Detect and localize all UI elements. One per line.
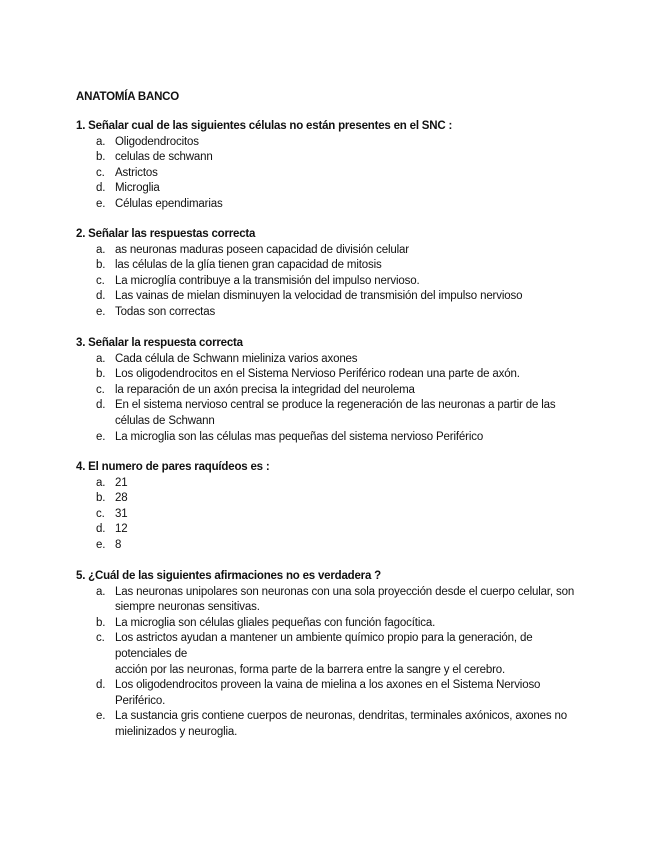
option-text: La microglía contribuye a la transmisión del impulso nervioso. (115, 274, 420, 287)
option-text: Oligodendrocitos (115, 135, 199, 148)
option-letter: a. (96, 476, 106, 489)
option-letter: d. (96, 679, 106, 692)
option-letter: c. (96, 274, 105, 287)
option-text: La microglia son las células mas pequeñas del sistema nervioso Periférico (115, 430, 484, 443)
option-letter: a. (96, 243, 106, 256)
option-list (76, 352, 586, 446)
option-item (76, 507, 586, 523)
option-list (76, 476, 586, 554)
option-letter: d. (96, 399, 106, 412)
option-list (76, 243, 586, 321)
question-title: 5. ¿Cuál de las siguientes afirmaciones no es verdadera ? (76, 570, 381, 582)
option-text: Astrictos (115, 166, 158, 179)
option-text: Células ependimarias (115, 197, 223, 210)
option-letter: b. (96, 151, 106, 164)
option-text: Todas son correctas (115, 305, 216, 318)
question-title: 1. Señalar cual de las siguientes células no están presentes en el SNC : (76, 120, 453, 132)
option-item (76, 430, 586, 446)
option-letter: b. (96, 368, 106, 381)
option-item (76, 135, 586, 151)
option-text: 12 (115, 523, 128, 536)
option-text: 21 (115, 476, 128, 489)
option-item (76, 166, 586, 182)
option-text: Microglia (115, 182, 160, 195)
option-letter: a. (96, 135, 106, 148)
option-letter: d. (96, 182, 106, 195)
option-text: 28 (115, 492, 128, 505)
option-letter: e. (96, 197, 106, 210)
option-letter: c. (96, 383, 105, 396)
option-text: celulas de schwann (115, 151, 213, 164)
option-letter: c. (96, 166, 105, 179)
option-list (76, 585, 586, 741)
option-item (76, 197, 586, 213)
option-item (76, 678, 586, 709)
option-letter: e. (96, 305, 106, 318)
option-letter: c. (96, 507, 105, 520)
option-list (76, 135, 586, 213)
option-text: las células de la glía tienen gran capacidad de mitosis (115, 259, 382, 272)
option-letter: e. (96, 430, 106, 443)
question-3 (76, 336, 586, 445)
option-text-line-2: acción por las neuronas, forma parte de la barrera entre la sangre y el cerebro. (115, 663, 506, 676)
option-item (76, 243, 586, 259)
option-letter: b. (96, 616, 106, 629)
option-item (76, 367, 586, 383)
option-item (76, 305, 586, 321)
option-letter: d. (96, 523, 106, 536)
option-text: 31 (115, 507, 128, 520)
option-item (76, 150, 586, 166)
option-item (76, 258, 586, 274)
option-text: Las neuronas unipolares son neuronas con una sola proyección desde el cuerpo celular, son siempre neuronas sensitivas. (115, 585, 575, 614)
option-item (76, 476, 586, 492)
document-title: ANATOMÍA BANCO (76, 91, 180, 103)
option-letter: d. (96, 290, 106, 303)
question-title: 4. El numero de pares raquídeos es : (76, 461, 270, 473)
option-item (76, 289, 586, 305)
option-letter: a. (96, 352, 106, 365)
option-text: Los oligodendrocitos proveen la vaina de mielina a los axones en el Sistema Nervioso Periférico. (115, 679, 541, 707)
option-item (76, 538, 586, 554)
option-item (76, 181, 586, 197)
option-item (76, 352, 586, 368)
option-item (76, 585, 586, 616)
option-item (76, 616, 586, 632)
question-5 (76, 569, 586, 741)
option-item (76, 522, 586, 538)
option-text: Los oligodendrocitos en el Sistema Nervioso Periférico rodean una parte de axón. (115, 368, 520, 381)
option-text: la reparación de un axón precisa la integridad del neurolema (115, 383, 415, 396)
option-text: Las vainas de mielan disminuyen la velocidad de transmisión del impulso nervioso (115, 290, 523, 303)
option-letter: b. (96, 492, 106, 505)
option-letter: a. (96, 585, 106, 598)
question-4 (76, 460, 586, 554)
option-text: La sustancia gris contiene cuerpos de neuronas, dendritas, terminales axónicos, axones no mielinizados y neuroglia. (115, 710, 568, 738)
option-text: 8 (115, 538, 122, 551)
question-1 (76, 119, 586, 213)
option-letter: c. (96, 632, 105, 645)
option-item (76, 631, 586, 678)
option-item (76, 274, 586, 290)
option-item (76, 398, 586, 429)
question-2 (76, 227, 586, 321)
option-text: Cada célula de Schwann mieliniza varios axones (115, 352, 358, 365)
option-item (76, 383, 586, 399)
question-title: 2. Señalar las respuestas correcta (76, 228, 256, 240)
option-text: En el sistema nervioso central se produce la regeneración de las neuronas a partir de las células de Schwann (115, 399, 556, 427)
option-text-line-1: Los astrictos ayudan a mantener un ambiente químico propio para la generación, de potenciales de (115, 632, 533, 660)
question-title: 3. Señalar la respuesta correcta (76, 337, 243, 349)
option-letter: e. (96, 538, 106, 551)
option-item (76, 709, 586, 740)
option-item (76, 491, 586, 507)
option-letter: e. (96, 710, 106, 723)
option-text: La microglia son células gliales pequeñas con función fagocítica. (115, 616, 436, 629)
option-letter: b. (96, 259, 106, 272)
option-text: as neuronas maduras poseen capacidad de división celular (115, 243, 409, 256)
